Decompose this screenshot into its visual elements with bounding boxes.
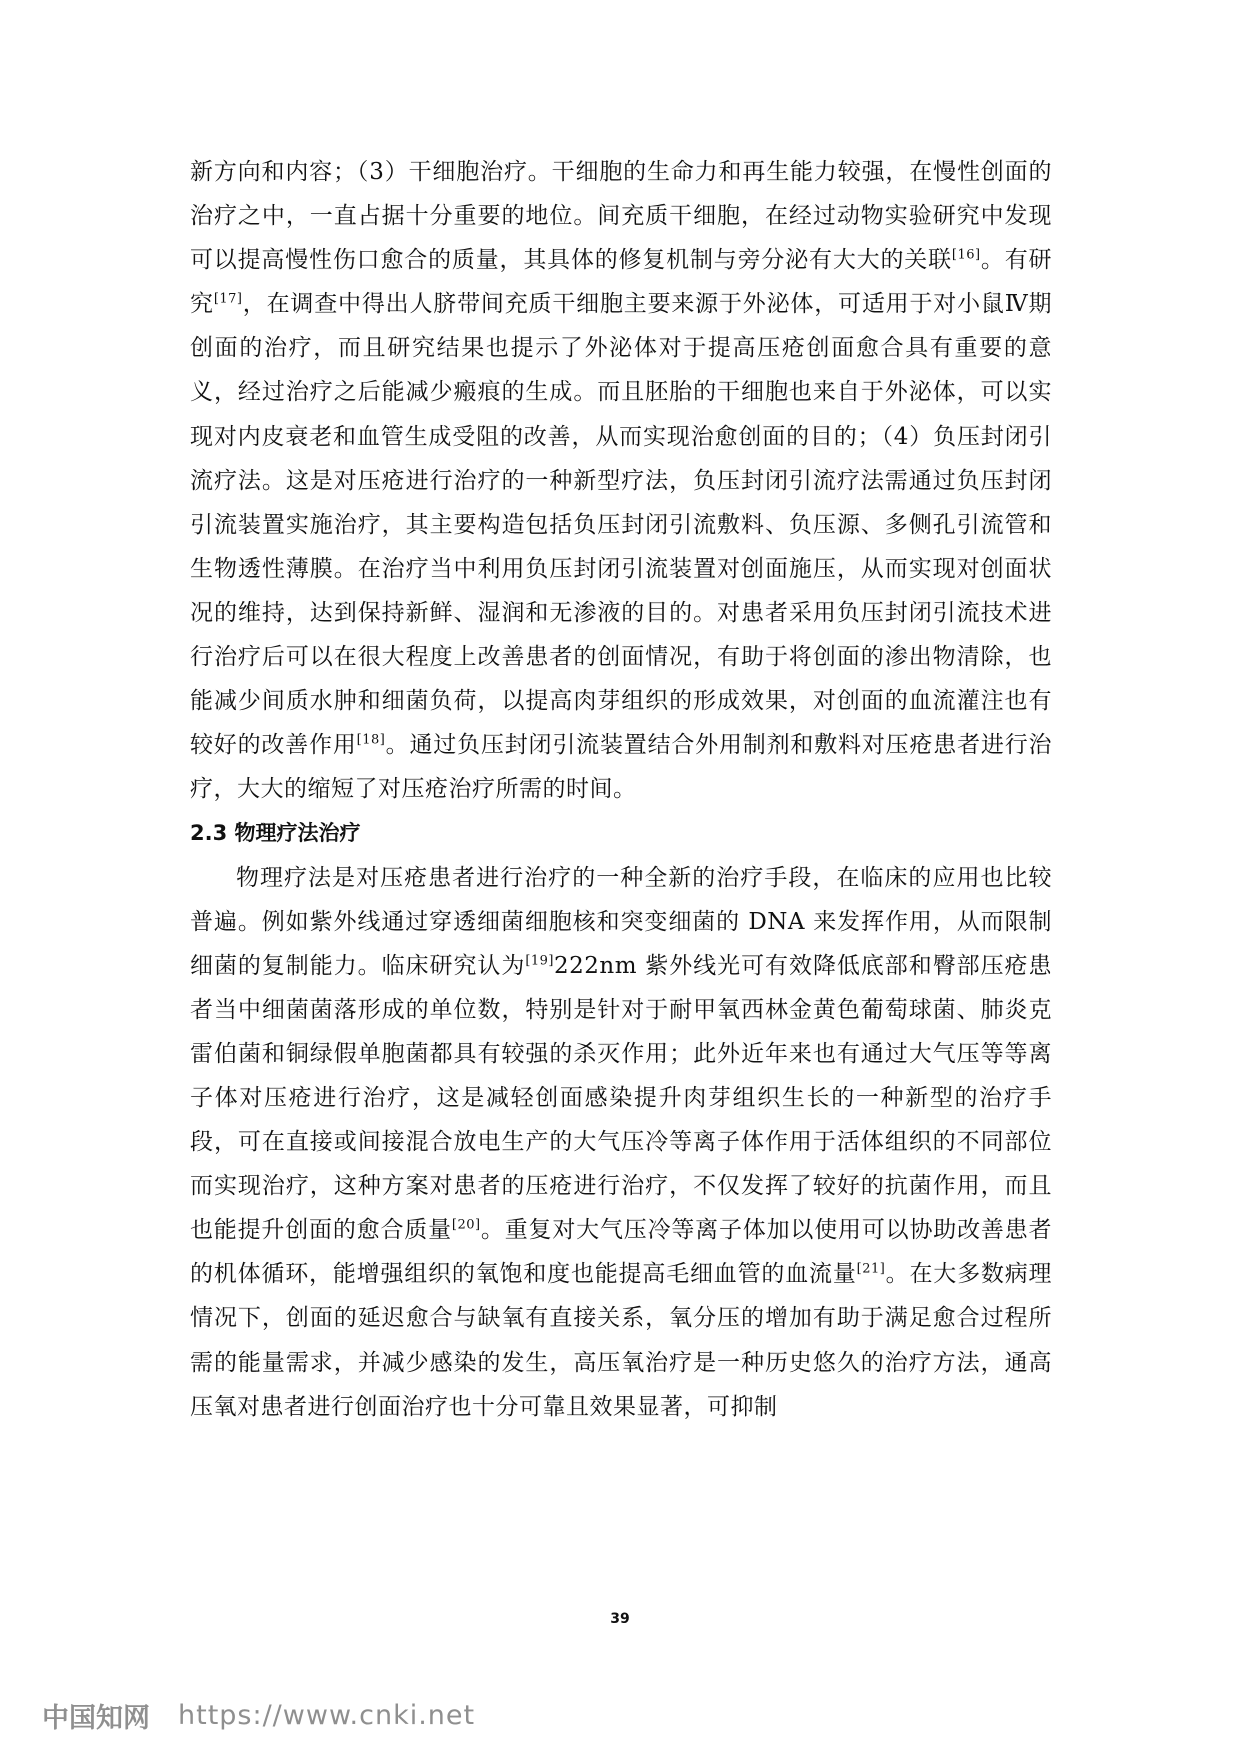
paragraph-text: 。在大多数病理情况下，创面的延迟愈合与缺氧有直接关系，氧分压的增加有助于满足愈合过程所需的能量需求，并减少感染的发生，高压氧治疗是一种历史悠久的治疗方法，通高压氧对患者进行创面治疗也十分可靠且效果显著，可抑制 (190, 1261, 1053, 1420)
body-paragraph (190, 150, 1052, 811)
paragraph-text: 。有研究 (190, 247, 1053, 318)
paragraph-text: ，在调查中得出人脐带间充质干细胞主要来源于外泌体，可适用于对小鼠Ⅳ期创面的治疗，而且研究结果也提示了外泌体对于提高压疮创面愈合具有重要的意义，经过治疗之后能减少瘢痕的生成。而且胚胎的干细胞也来自于外泌体，可以实现对内皮衰老和血管生成受阻的改善，从而实现治愈创面的目的；（4）负压封闭引流疗法。这是对压疮进行治疗的一种新型疗法，负压封闭引流疗法需通过负压封闭引流装置实施治疗，其主要构造包括负压封闭引流敷料、负压源、多侧孔引流管和生物透性薄膜。在治疗当中利用负压封闭引流装置对创面施压，从而实现对创面状况的维持，达到保持新鲜、湿润和无渗液的目的。对患者采用负压封闭引流技术进行治疗后可以在很大程度上改善患者的创面情况，有助于将创面的渗出物清除，也能减少间质水肿和细菌负荷，以提高肉芽组织的形成效果，对创面的血流灌注也有较好的改善作用 (190, 291, 1052, 759)
citation-ref: [16] (951, 247, 981, 263)
cnki-watermark (42, 1696, 475, 1735)
page-body (190, 150, 1052, 1429)
body-paragraph (190, 856, 1052, 1429)
section-heading: 2.3 物理疗法治疗 (190, 821, 361, 846)
citation-ref: [21] (856, 1261, 886, 1277)
citation-ref: [20] (451, 1217, 481, 1233)
watermark-url: https://www.cnki.net (178, 1700, 476, 1731)
paragraph-text: 新方向和内容；（3）干细胞治疗。干细胞的生命力和再生能力较强，在慢性创面的治疗之中，一直占据十分重要的地位。间充质干细胞，在经过动物实验研究中发现可以提高慢性伤口愈合的质量，其具体的修复机制与旁分泌有大大的关联 (190, 159, 1052, 274)
paragraph-text: 物理疗法是对压疮患者进行治疗的一种全新的治疗手段，在临床的应用也比较普遍。例如紫外线通过穿透细菌细胞核和突变细菌的 DNA 来发挥作用，从而限制细菌的复制能力。临床研究认为 (190, 864, 1052, 979)
citation-ref: [17] (213, 291, 243, 307)
paragraph-text: 。重复对大气压冷等离子体加以使用可以协助改善患者的机体循环，能增强组织的氧饱和度也能提高毛细血管的血流量 (190, 1217, 1053, 1288)
paragraph-text: 222nm 紫外线光可有效降低底部和臀部压疮患者当中细菌菌落形成的单位数，特别是针对于耐甲氧西林金黄色葡萄球菌、肺炎克雷伯菌和铜绿假单胞菌都具有较强的杀灭作用；此外近年来也有通过大气压等等离子体对压疮进行治疗，这是减轻创面感染提升肉芽组织生长的一种新型的治疗手段，可在直接或间接混合放电生产的大气压冷等离子体作用于活体组织的不同部位而实现治疗，这种方案对患者的压疮进行治疗，不仅发挥了较好的抗菌作用，而且也能提升创面的愈合质量 (190, 952, 1052, 1244)
citation-ref: [19] (525, 953, 554, 969)
citation-ref: [18] (356, 732, 386, 748)
watermark-name: 中国知网 (42, 1703, 150, 1734)
page-number: 39 (610, 1611, 630, 1627)
paragraph-text: 。通过负压封闭引流装置结合外用制剂和敷料对压疮患者进行治疗，大大的缩短了对压疮治疗所需的时间。 (190, 732, 1053, 803)
